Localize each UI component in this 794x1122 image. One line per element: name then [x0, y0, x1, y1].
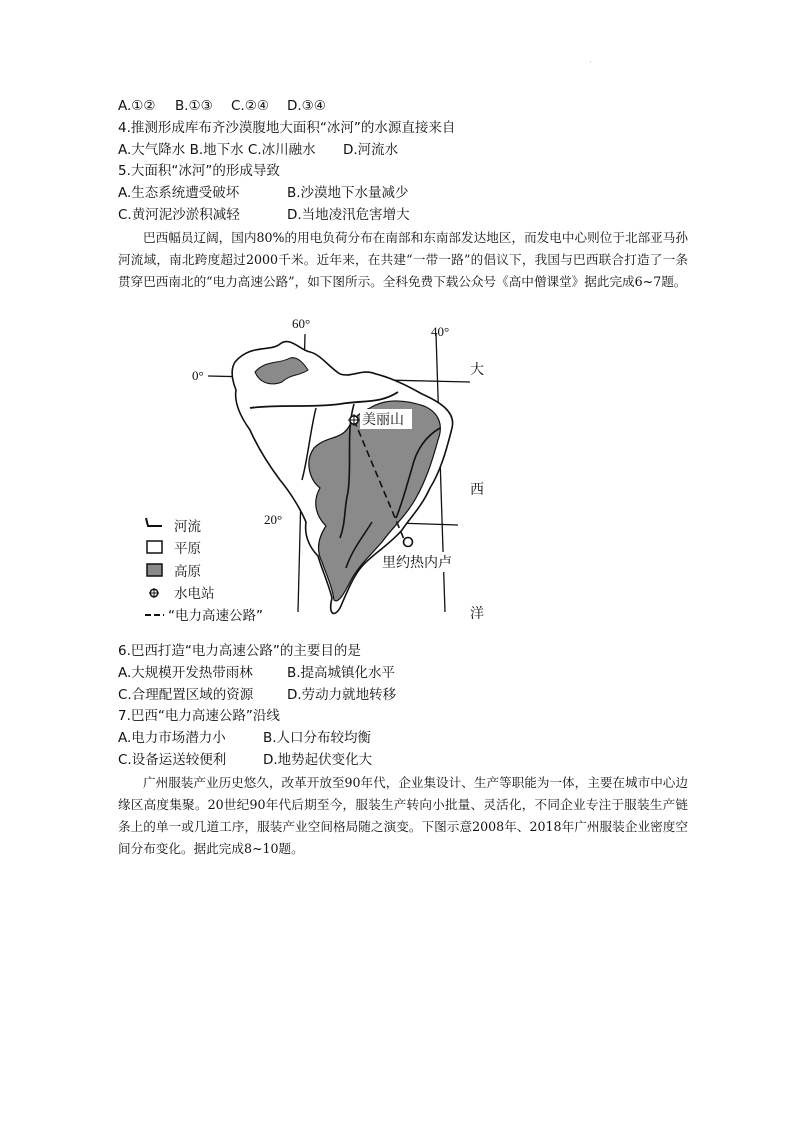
- q5-option-c: C.黄河泥沙淤积减轻: [118, 207, 240, 223]
- q3-option-a: A.①②: [118, 98, 156, 114]
- q6-option-d: D.劳动力就地转移: [287, 687, 397, 703]
- lon-40-label: 40°: [431, 324, 450, 339]
- q6-option-b: B.提高城镇化水平: [287, 665, 396, 681]
- q6-option-c: C.合理配置区域的资源: [118, 687, 254, 703]
- ocean-char-2: 西: [470, 482, 484, 498]
- q7-option-c: C.设备运送较便利: [118, 752, 227, 768]
- legend-plateau-swatch: [147, 564, 162, 576]
- q4-stem: 4.推测形成库布齐沙漠腹地大面积“冰河”的水源直接来自: [118, 120, 456, 136]
- passage-guangzhou-text: 广州服装产业历史悠久，改革开放至90年代，企业集设计、生产等职能为一体，主要在城市中心边缘区高度集聚。20世纪90年代后期至今，服装生产转向小批量、灵活化，不同企业专注于服装生产链条上的单一或几道工序，服装产业空间格局随之演变。下图示意2008年、2018年广州服装企业密度空间分布变化。据此完成8~10题。: [118, 775, 688, 856]
- q6-option-a: A.大规模开发热带雨林: [118, 665, 253, 681]
- passage-brazil-text: 巴西幅员辽阔，国内80%的用电负荷分布在南部和东南部发达地区，而发电中心则位于北部亚马孙河流域，南北跨度超过2000千米。近年来，在共建“一带一路”的倡议下，我国与巴西联合打造了一条贯穿巴西南北的“电力高速公路”，如下图所示。全科免费下载公众号《高中僧课堂》据此完成6~7题。: [118, 230, 688, 289]
- station-label: 美丽山: [362, 412, 404, 428]
- page-mark: ·: [589, 58, 592, 67]
- legend-river-icon: [146, 518, 162, 526]
- legend-river: 河流: [174, 519, 201, 535]
- passage-brazil: [118, 227, 688, 293]
- lon-60-label: 60°: [292, 316, 311, 331]
- brazil-map: [140, 312, 500, 630]
- q7-option-b: B.人口分布较均衡: [263, 730, 372, 746]
- passage-guangzhou: [118, 772, 688, 860]
- q7-option-d: D.地势起伏变化大: [263, 752, 373, 768]
- legend-plain-swatch: [147, 541, 162, 553]
- ocean-char-1: 大: [470, 362, 484, 378]
- q3-option-b: B.①③: [175, 98, 213, 114]
- q5-option-d: D.当地凌汛危害增大: [287, 207, 410, 223]
- q5-stem: 5.大面积“冰河”的形成导致: [118, 163, 280, 179]
- q4-option-d: D.河流水: [343, 142, 399, 158]
- legend-station-icon: [149, 588, 159, 598]
- city-marker: [404, 538, 413, 547]
- q5-option-b: B.沙漠地下水量减少: [287, 185, 409, 201]
- q5-option-a: A.生态系统遭受破坏: [118, 185, 240, 201]
- q7-stem: 7.巴西“电力高速公路”沿线: [118, 708, 280, 724]
- map-legend: [145, 518, 263, 624]
- ocean-char-3: 洋: [470, 606, 484, 622]
- legend-highway: “电力高速公路”: [168, 608, 263, 624]
- q3-option-d: D.③④: [287, 98, 326, 114]
- lat-20-label: 20°: [264, 512, 283, 527]
- city-label: 里约热内卢: [382, 555, 452, 571]
- q4-options-abc: A.大气降水 B.地下水 C.冰川融水: [118, 142, 316, 158]
- legend-plain: 平原: [174, 541, 201, 557]
- lat-0-label: 0°: [192, 368, 204, 383]
- legend-station: 水电站: [174, 586, 215, 602]
- q3-option-c: C.②④: [231, 98, 269, 114]
- legend-plateau: 高原: [174, 564, 201, 580]
- q7-option-a: A.电力市场潜力小: [118, 730, 226, 746]
- q6-stem: 6.巴西打造“电力高速公路”的主要目的是: [118, 643, 361, 659]
